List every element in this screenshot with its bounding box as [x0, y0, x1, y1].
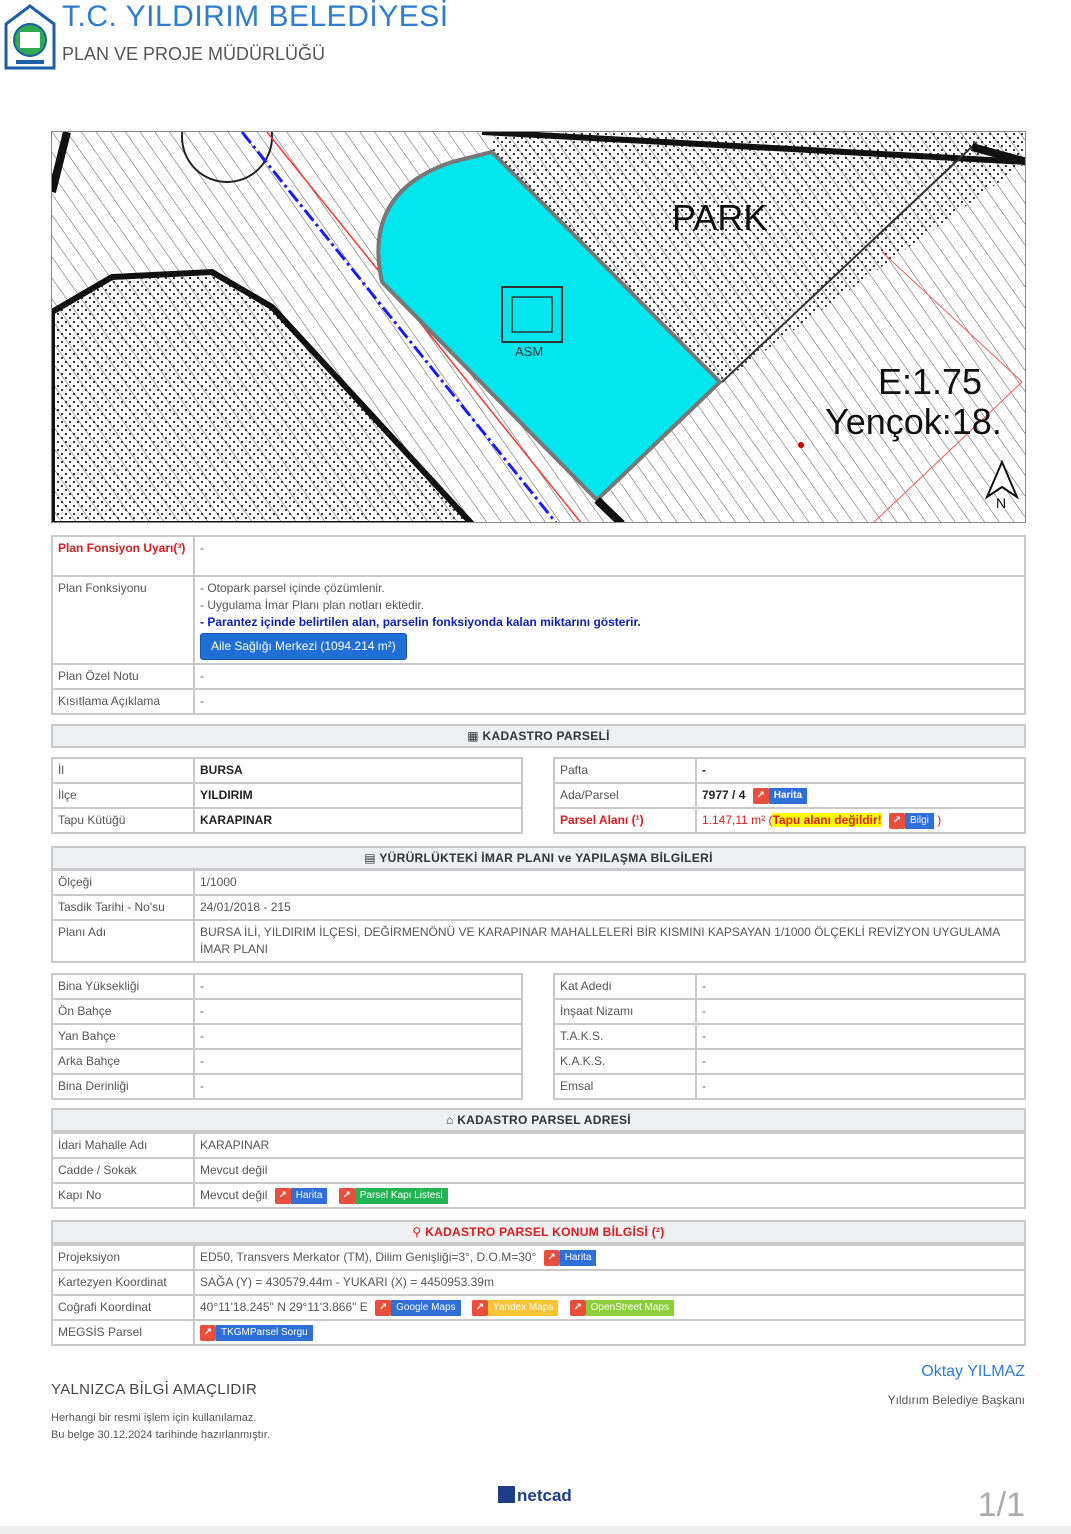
- title-deed-label: Tapu Kütüğü: [52, 808, 194, 833]
- table-row: [52, 999, 522, 1024]
- zoning-map[interactable]: [51, 131, 1026, 523]
- external-link-icon: ↗: [753, 788, 769, 804]
- block-parcel-value: [696, 783, 1025, 808]
- emsal-value: -: [696, 1074, 1025, 1099]
- plan-special-note-value: -: [194, 664, 1025, 689]
- restriction-label: Kısıtlama Açıklama: [52, 689, 194, 714]
- netcad-logo-icon: [498, 1486, 515, 1503]
- mayor-title: Yıldırım Belediye Başkanı: [887, 1393, 1025, 1407]
- plan-special-note-label: Plan Özel Notu: [52, 664, 194, 689]
- door-number-value: [194, 1183, 1025, 1208]
- zoning-map-drawing: [52, 132, 1026, 523]
- restriction-value: -: [194, 689, 1025, 714]
- external-link-icon: ↗: [200, 1325, 216, 1341]
- municipality-title: T.C. YILDIRIM BELEDİYESİ: [62, 0, 449, 33]
- table-row: [52, 1245, 1025, 1270]
- cartesian-label: Kartezyen Koordinat: [52, 1270, 194, 1295]
- taks-label: T.A.K.S.: [554, 1024, 696, 1049]
- plan-warning-label: Plan Fonsiyon Uyarı(³): [52, 536, 194, 576]
- address-map-button-label: Harita: [291, 1188, 328, 1204]
- table-row: [52, 664, 1025, 689]
- door-number-text: Mevcut değil: [200, 1188, 268, 1202]
- kaks-value: -: [696, 1049, 1025, 1074]
- netcad-logo-text: netcad: [517, 1486, 572, 1505]
- scale-label: Ölçeği: [52, 870, 194, 895]
- table-row: [52, 895, 1025, 920]
- side-yard-label: Yan Bahçe: [52, 1024, 194, 1049]
- table-row: [52, 758, 522, 783]
- footer-note-line: Bu belge 30.12.2024 tarihinde hazırlanmıştır.: [51, 1429, 270, 1441]
- google-maps-button-label: Google Maps: [391, 1300, 460, 1316]
- geographic-label: Coğrafi Koordinat: [52, 1295, 194, 1320]
- parcel-location-header: [51, 1220, 1026, 1244]
- building-height-label: Bina Yüksekliği: [52, 974, 194, 999]
- plan-function-line: - Otopark parsel içinde çözümlenir.: [200, 581, 385, 595]
- mayor-name: Oktay YILMAZ: [921, 1363, 1025, 1380]
- yandex-maps-button[interactable]: [472, 1300, 558, 1316]
- kaks-label: K.A.K.S.: [554, 1049, 696, 1074]
- plan-function-label: Plan Fonksiyonu: [52, 576, 194, 664]
- e-ratio-label: E:1.75: [878, 361, 983, 402]
- department-subtitle: PLAN VE PROJE MÜDÜRLÜĞÜ: [62, 44, 326, 64]
- building-right-table: [553, 973, 1026, 1100]
- grid-icon: ▦: [467, 729, 483, 743]
- geographic-value: [194, 1295, 1025, 1320]
- home-icon: ⌂: [446, 1113, 458, 1127]
- megsis-value: [194, 1320, 1025, 1345]
- district-label: İlçe: [52, 783, 194, 808]
- district-value: YILDIRIM: [194, 783, 522, 808]
- north-label: N: [996, 495, 1007, 511]
- table-row: [554, 758, 1025, 783]
- projection-label: Projeksiyon: [52, 1245, 194, 1270]
- tkgm-query-button[interactable]: [200, 1325, 313, 1341]
- external-link-icon: ↗: [339, 1188, 355, 1204]
- projection-text: ED50, Transvers Merkator (TM), Dilim Genişliği=3°, D.O.M=30°: [200, 1250, 537, 1264]
- projection-map-button[interactable]: [544, 1250, 597, 1266]
- footer-note: [51, 1410, 270, 1444]
- neighborhood-label: İdari Mahalle Adı: [52, 1133, 194, 1158]
- table-row: [52, 1049, 522, 1074]
- sheet-value: -: [696, 758, 1025, 783]
- table-row: [52, 1024, 522, 1049]
- table-row: [52, 536, 1025, 576]
- netcad-logo: [498, 1486, 572, 1506]
- parcel-area-close: ): [937, 813, 942, 827]
- scale-value: 1/1000: [194, 870, 1025, 895]
- zoning-plan-table: [51, 869, 1026, 963]
- info-only-title: YALNIZCA BİLGİ AMAÇLIDIR: [51, 1381, 258, 1398]
- table-row: [554, 783, 1025, 808]
- building-depth-value: -: [194, 1074, 522, 1099]
- parcel-address-table: [51, 1132, 1026, 1209]
- table-row: [554, 974, 1025, 999]
- cadastre-parcel-header: [51, 724, 1026, 748]
- block-parcel-number: 7977 / 4: [702, 788, 746, 802]
- title-deed-value: KARAPINAR: [194, 808, 522, 833]
- tkgm-query-button-label: TKGMParsel Sorgu: [216, 1325, 313, 1341]
- plan-function-note: - Parantez içinde belirtilen alan, parselin fonksiyonda kalan miktarını gösterir.: [200, 615, 641, 629]
- title-deed-warning: Tapu alanı değildir!: [772, 813, 882, 827]
- plan-info-table: [51, 535, 1026, 715]
- openstreet-maps-button[interactable]: [570, 1300, 674, 1316]
- external-link-icon: ↗: [544, 1250, 560, 1266]
- floor-count-label: Kat Adedi: [554, 974, 696, 999]
- floor-count-value: -: [696, 974, 1025, 999]
- zoning-plan-title: YÜRÜRLÜKTEKİ İMAR PLANI ve YAPILAŞMA BİLGİLERİ: [379, 851, 713, 865]
- google-maps-button[interactable]: [375, 1300, 460, 1316]
- external-link-icon: ↗: [570, 1300, 586, 1316]
- page-header: [0, 0, 600, 80]
- height-limit-label: Yençok:18.: [825, 401, 1002, 442]
- function-area-button[interactable]: Aile Sağlığı Merkezi (1094.214 m²): [200, 633, 407, 660]
- cartesian-value: SAĞA (Y) = 430579.44m - YUKARI (X) = 4450953.39m: [194, 1270, 1025, 1295]
- cadastre-right-table: [553, 757, 1026, 834]
- block-parcel-label: Ada/Parsel: [554, 783, 696, 808]
- openstreet-maps-button-label: OpenStreet Maps: [586, 1300, 674, 1316]
- parcel-address-title: KADASTRO PARSEL ADRESİ: [457, 1113, 631, 1127]
- park-label: PARK: [672, 197, 768, 238]
- table-row: [52, 689, 1025, 714]
- plan-warning-value: -: [194, 536, 1025, 576]
- area-info-button[interactable]: [889, 813, 934, 829]
- table-row: [554, 999, 1025, 1024]
- table-row: [52, 783, 522, 808]
- map-pin-icon: ⚲: [412, 1225, 426, 1239]
- table-row: [52, 870, 1025, 895]
- external-link-icon: ↗: [275, 1188, 291, 1204]
- parcel-area-label: Parsel Alanı (¹): [554, 808, 696, 833]
- front-yard-value: -: [194, 999, 522, 1024]
- external-link-icon: ↗: [472, 1300, 488, 1316]
- cadastre-parcel-title: KADASTRO PARSELİ: [482, 729, 610, 743]
- table-row: [52, 1074, 522, 1099]
- yandex-maps-button-label: Yandex Maps: [488, 1300, 558, 1316]
- taks-value: -: [696, 1024, 1025, 1049]
- street-label: Cadde / Sokak: [52, 1158, 194, 1183]
- construction-order-label: İnşaat Nizamı: [554, 999, 696, 1024]
- plan-name-label: Planı Adı: [52, 920, 194, 962]
- door-number-label: Kapı No: [52, 1183, 194, 1208]
- province-value: BURSA: [194, 758, 522, 783]
- table-row: [554, 808, 1025, 833]
- address-map-button[interactable]: [275, 1188, 328, 1204]
- footer-note-line: Herhangi bir resmi işlem için kullanılamaz.: [51, 1412, 257, 1424]
- back-yard-value: -: [194, 1049, 522, 1074]
- door-list-button-label: Parsel Kapı Listesi: [355, 1188, 448, 1204]
- side-yard-value: -: [194, 1024, 522, 1049]
- plan-name-value: BURSA İLİ, YILDIRIM İLÇESİ, DEĞİRMENÖNÜ VE KARAPINAR MAHALLELERİ BİR KISMINI KAPSAYAN 1/1000 ÖLÇEKLİ REVİZYON UYGULAMA İMAR PLANI: [194, 920, 1025, 962]
- page-number: 1/1: [977, 1486, 1025, 1524]
- building-left-table: [51, 973, 523, 1100]
- table-row: [52, 1133, 1025, 1158]
- parcel-address-header: [51, 1108, 1026, 1132]
- back-yard-label: Arka Bahçe: [52, 1049, 194, 1074]
- megsis-label: MEGSİS Parsel: [52, 1320, 194, 1345]
- street-value: Mevcut değil: [194, 1158, 1025, 1183]
- door-list-button[interactable]: [339, 1188, 448, 1204]
- province-label: İl: [52, 758, 194, 783]
- projection-map-button-label: Harita: [560, 1250, 597, 1266]
- municipality-logo-icon: [2, 2, 58, 72]
- neighborhood-value: KARAPINAR: [194, 1133, 1025, 1158]
- table-row: [52, 808, 522, 833]
- parcel-map-button-label: Harita: [769, 788, 807, 804]
- emsal-label: Emsal: [554, 1074, 696, 1099]
- asm-label: ASM: [515, 344, 544, 359]
- external-link-icon: ↗: [889, 813, 905, 829]
- geographic-text: 40°11'18.245" N 29°11'3.866" E: [200, 1300, 368, 1314]
- building-depth-label: Bina Derinliği: [52, 1074, 194, 1099]
- table-row: [52, 1183, 1025, 1208]
- cadastre-left-table: [51, 757, 523, 834]
- projection-value: [194, 1245, 1025, 1270]
- table-row: [554, 1024, 1025, 1049]
- parcel-area-number: 1.147,11 m² (: [702, 813, 773, 827]
- parcel-area-value: [696, 808, 1025, 833]
- table-row: [52, 576, 1025, 664]
- plan-function-line: - Uygulama İmar Planı plan notları ektedir.: [200, 598, 425, 612]
- approval-date-value: 24/01/2018 - 215: [194, 895, 1025, 920]
- document-icon: ▤: [364, 851, 380, 865]
- parcel-location-table: [51, 1244, 1026, 1346]
- parcel-map-button[interactable]: [753, 788, 807, 804]
- table-row: [52, 1320, 1025, 1345]
- plan-function-value: [194, 576, 1025, 664]
- table-row: [52, 1270, 1025, 1295]
- parcel-location-title: KADASTRO PARSEL KONUM BİLGİSİ (²): [425, 1225, 665, 1239]
- bottom-bar: [0, 1526, 1071, 1534]
- table-row: [554, 1049, 1025, 1074]
- building-height-value: -: [194, 974, 522, 999]
- sheet-label: Pafta: [554, 758, 696, 783]
- construction-order-value: -: [696, 999, 1025, 1024]
- front-yard-label: Ön Bahçe: [52, 999, 194, 1024]
- external-link-icon: ↗: [375, 1300, 391, 1316]
- approval-date-label: Tasdik Tarihi - No'su: [52, 895, 194, 920]
- table-row: [52, 1295, 1025, 1320]
- table-row: [52, 1158, 1025, 1183]
- zoning-plan-header: [51, 846, 1026, 870]
- table-row: [52, 920, 1025, 962]
- table-row: [554, 1074, 1025, 1099]
- table-row: [52, 974, 522, 999]
- area-info-button-label: Bilgi: [905, 813, 934, 829]
